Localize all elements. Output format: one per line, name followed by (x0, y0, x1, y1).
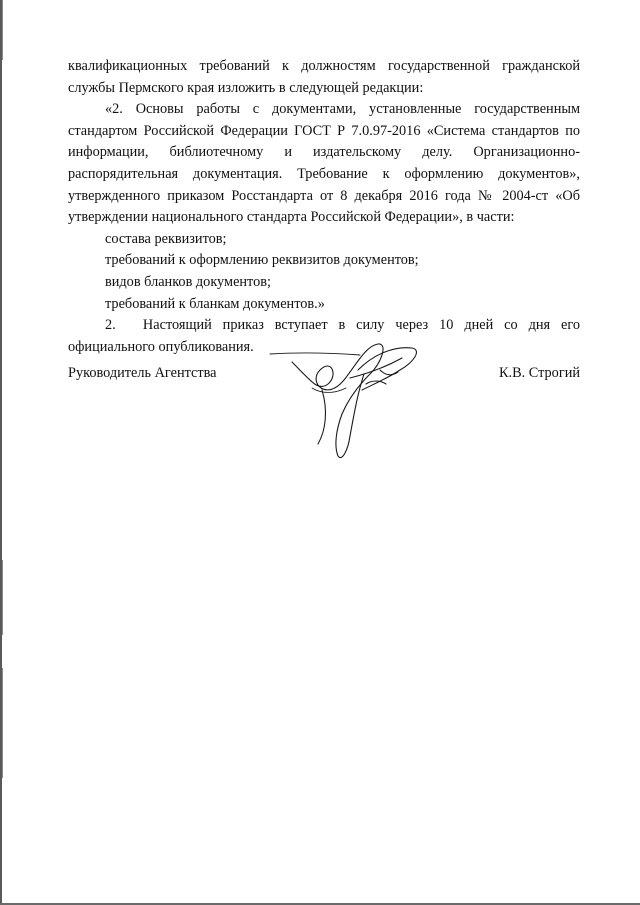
point-text: Настоящий приказ вступает в силу через 10 дней со дня его официального опубликования. (68, 317, 580, 355)
document-body (68, 56, 580, 358)
list-item: требований к оформлению реквизитов документов; (105, 252, 419, 269)
scan-edge-mark (2, 668, 3, 778)
signatory-name: К.В. Строгий (498, 365, 580, 381)
handwritten-signature (262, 340, 437, 460)
list-item: состава реквизитов; (105, 230, 227, 247)
point-number: 2. (105, 317, 116, 334)
list-item: требований к бланкам документов.» (105, 295, 325, 312)
clause-paragraph: «2. Основы работы с документами, установленные государственным стандартом Российской Федерации ГОСТ Р 7.0.97-2016 «Система стандартов по информации, библиотечному и издательскому делу. Организационно-распорядительная документация. Требование к оформлению документов», утвержденного приказом Росстандарта от 8 декабря 2016 года № 2004-ст «Об утверждении национального стандарта Российской Федерации», в части: (68, 101, 580, 226)
intro-paragraph: квалификационных требований к должностям государственной гражданской службы Пермского края изложить в следующей редакции: (68, 58, 580, 96)
scan-edge-mark (2, 0, 3, 60)
signatory-title: Руководитель Агентства (68, 365, 217, 381)
scan-edge-mark (2, 560, 3, 635)
list-item: видов бланков документов; (105, 273, 271, 290)
